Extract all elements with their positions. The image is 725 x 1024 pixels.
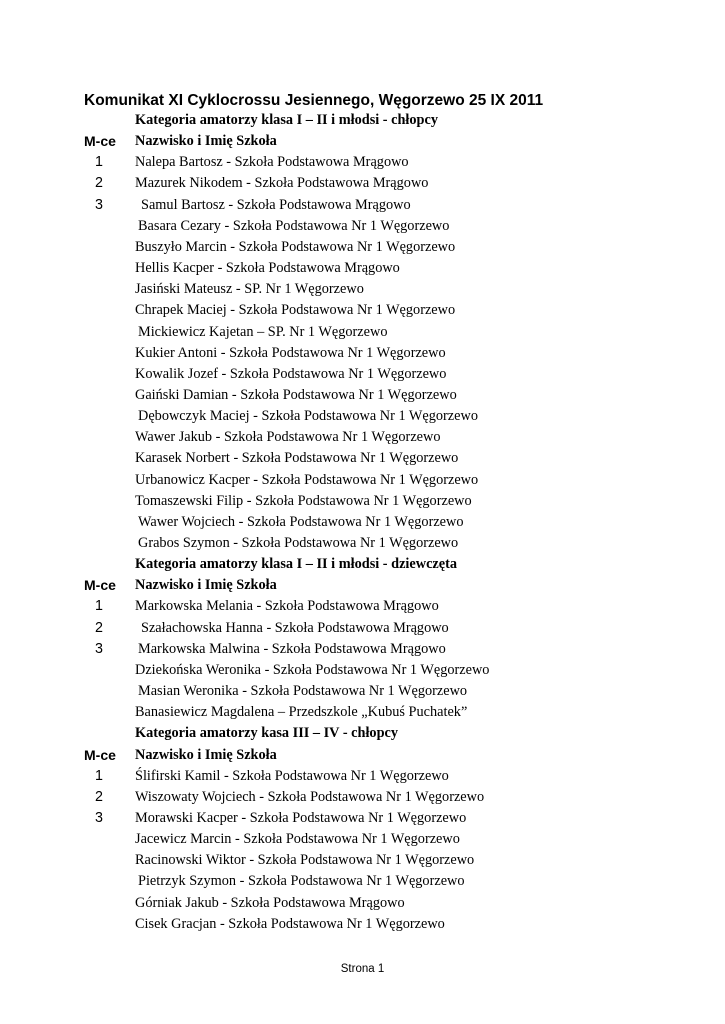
category-heading: Kategoria amatorzy klasa I – II i młodsi - chłopcy bbox=[135, 112, 438, 128]
column-header-place: M-ce bbox=[84, 133, 116, 150]
place-number: 1 bbox=[95, 767, 103, 784]
participant-entry: Nalepa Bartosz - Szkoła Podstawowa Mrągowo bbox=[135, 154, 409, 171]
participant-entry: Gaiński Damian - Szkoła Podstawowa Nr 1 Węgorzewo bbox=[135, 386, 457, 403]
participant-entry: Jacewicz Marcin - Szkoła Podstawowa Nr 1 Węgorzewo bbox=[135, 831, 460, 848]
column-header-place: M-ce bbox=[84, 746, 116, 763]
place-number: 3 bbox=[95, 640, 103, 657]
participant-entry: Basara Cezary - Szkoła Podstawowa Nr 1 Węgorzewo bbox=[138, 217, 450, 234]
participant-entry: Wiszowaty Wojciech - Szkoła Podstawowa Nr 1 Węgorzewo bbox=[135, 788, 485, 805]
participant-entry: Jasiński Mateusz - SP. Nr 1 Węgorzewo bbox=[135, 281, 364, 298]
participant-entry: Markowska Melania - Szkoła Podstawowa Mrągowo bbox=[135, 598, 439, 615]
participant-entry: Wawer Jakub - Szkoła Podstawowa Nr 1 Węgorzewo bbox=[135, 429, 441, 446]
category-heading: Kategoria amatorzy kasa III – IV - chłopcy bbox=[135, 725, 399, 742]
participant-entry: Tomaszewski Filip - Szkoła Podstawowa Nr 1 Węgorzewo bbox=[135, 492, 472, 509]
participant-entry: Szałachowska Hanna - Szkoła Podstawowa Mrągowo bbox=[141, 619, 449, 636]
column-header-name: Nazwisko i Imię Szkoła bbox=[135, 133, 277, 150]
participant-entry: Racinowski Wiktor - Szkoła Podstawowa Nr 1 Węgorzewo bbox=[135, 852, 475, 869]
participant-entry: Wawer Wojciech - Szkoła Podstawowa Nr 1 Węgorzewo bbox=[138, 513, 464, 530]
participant-entry: Ślifirski Kamil - Szkoła Podstawowa Nr 1 Węgorzewo bbox=[135, 767, 449, 784]
participant-entry: Buszyło Marcin - Szkoła Podstawowa Nr 1 Węgorzewo bbox=[135, 238, 456, 255]
participant-entry: Mickiewicz Kajetan – SP. Nr 1 Węgorzewo bbox=[138, 323, 388, 340]
place-number: 3 bbox=[95, 196, 103, 213]
participant-entry: Grabos Szymon - Szkoła Podstawowa Nr 1 Węgorzewo bbox=[138, 535, 459, 551]
participant-entry: Górniak Jakub - Szkoła Podstawowa Mrągowo bbox=[135, 894, 405, 911]
participant-entry: Samul Bartosz - Szkoła Podstawowa Mrągowo bbox=[141, 196, 411, 213]
category-heading: Kategoria amatorzy klasa I – II i młodsi - dziewczęta bbox=[135, 556, 458, 573]
participant-entry: Cisek Gracjan - Szkoła Podstawowa Nr 1 Węgorzewo bbox=[135, 915, 445, 932]
place-number: 1 bbox=[95, 154, 103, 171]
place-number: 2 bbox=[95, 175, 103, 192]
place-number: 2 bbox=[95, 788, 103, 805]
participant-entry: Chrapek Maciej - Szkoła Podstawowa Nr 1 Węgorzewo bbox=[135, 302, 456, 319]
participant-entry: Markowska Malwina - Szkoła Podstawowa Mrągowo bbox=[138, 640, 446, 657]
column-header-place: M-ce bbox=[84, 577, 116, 594]
page-footer: Strona 1 bbox=[340, 963, 385, 975]
participant-entry: Hellis Kacper - Szkoła Podstawowa Mrągowo bbox=[135, 260, 400, 277]
column-header-name: Nazwisko i Imię Szkoła bbox=[135, 746, 277, 763]
participant-entry: Pietrzyk Szymon - Szkoła Podstawowa Nr 1 Węgorzewo bbox=[138, 873, 465, 890]
participant-entry: Kukier Antoni - Szkoła Podstawowa Nr 1 Węgorzewo bbox=[135, 344, 446, 361]
participant-entry: Karasek Norbert - Szkoła Podstawowa Nr 1 Węgorzewo bbox=[135, 450, 459, 467]
participant-entry: Kowalik Jozef - Szkoła Podstawowa Nr 1 Węgorzewo bbox=[135, 365, 447, 382]
participant-entry: Dębowczyk Maciej - Szkoła Podstawowa Nr 1 Węgorzewo bbox=[138, 408, 478, 425]
document-title: Komunikat XI Cyklocrossu Jesiennego, Węgorzewo 25 IX 2011 bbox=[84, 92, 544, 109]
column-header-name: Nazwisko i Imię Szkoła bbox=[135, 577, 277, 594]
participant-entry: Urbanowicz Kacper - Szkoła Podstawowa Nr 1 Węgorzewo bbox=[135, 471, 479, 488]
participant-entry: Dziekońska Weronika - Szkoła Podstawowa Nr 1 Węgorzewo bbox=[135, 661, 490, 678]
participant-entry: Mazurek Nikodem - Szkoła Podstawowa Mrągowo bbox=[135, 175, 429, 192]
participant-entry: Masian Weronika - Szkoła Podstawowa Nr 1 Węgorzewo bbox=[138, 683, 468, 700]
participant-entry: Morawski Kacper - Szkoła Podstawowa Nr 1 Węgorzewo bbox=[135, 809, 467, 826]
place-number: 1 bbox=[95, 598, 103, 615]
place-number: 3 bbox=[95, 809, 103, 826]
participant-entry: Banasiewicz Magdalena – Przedszkole „Kubuś Puchatek” bbox=[135, 704, 468, 721]
place-number: 2 bbox=[95, 619, 103, 636]
